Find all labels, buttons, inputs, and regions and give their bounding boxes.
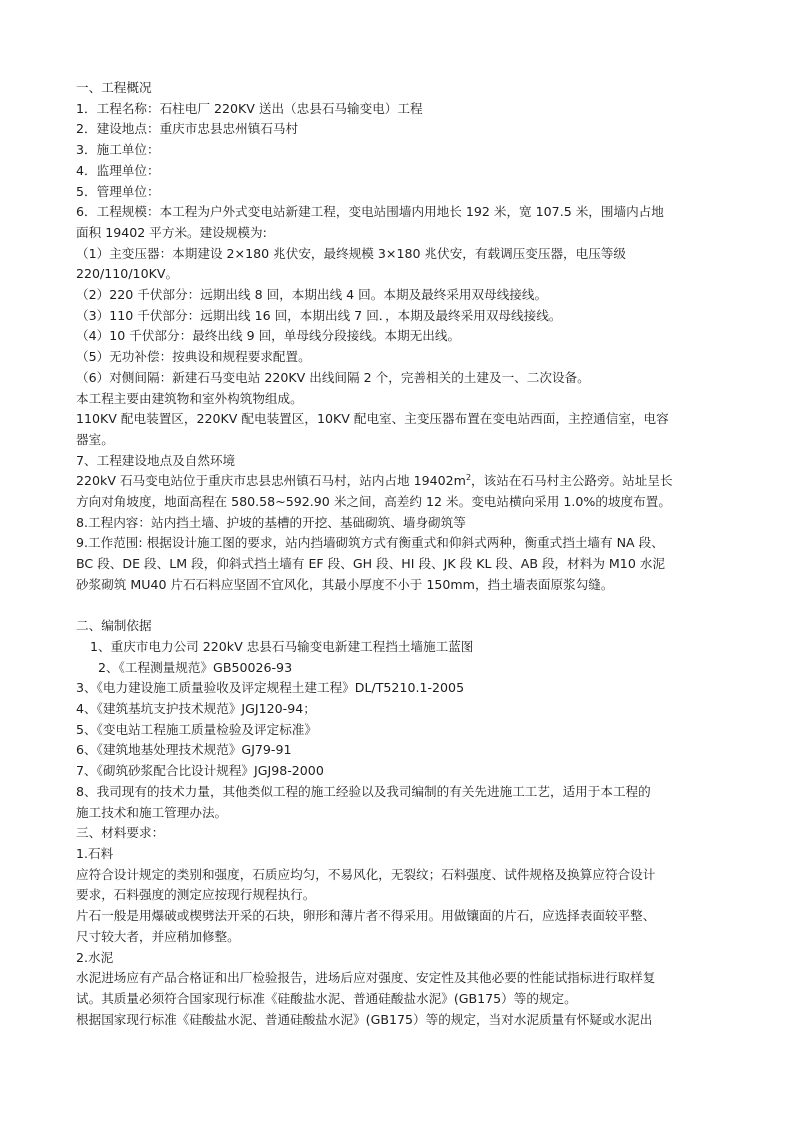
basis-item: 4、《建筑基坑支护技术规范》JGJ120-94； [76, 701, 316, 717]
cement-paragraph: 根据国家现行标准《硅酸盐水泥、普通硅酸盐水泥》(GB175）等的规定，当对水泥质量有怀疑或水泥出 [76, 1011, 653, 1027]
scale-item-opposite-bay: （6）对侧间隔：新建石马变电站 220KV 出线间隔 2 个，完善相关的土建及一、二次设备。 [76, 369, 590, 385]
environment-text: 220kV 石马变电站位于重庆市忠县忠州镇石马村，站内占地 19402m [76, 473, 466, 489]
paragraph-gap [76, 596, 724, 617]
basis-item-cont: 施工技术和施工管理办法。 [76, 804, 228, 820]
item-management-unit: 5．管理单位： [76, 183, 160, 199]
document-page [76, 78, 724, 1030]
scale-item-reactive: （5）无功补偿：按典设和规程要求配置。 [76, 349, 311, 365]
work-content: 8.工程内容：站内挡土墙、护坡的基槽的开挖、基础砌筑、墙身砌筑等 [76, 514, 466, 530]
environment-text-cont: ，该站在石马村主公路旁。站址呈长 [471, 473, 673, 489]
section-heading-overview: 一、工程概况 [76, 80, 152, 95]
scale-item-10kv: （4）10 千伏部分：最终出线 9 回，单母线分段接线。本期无出线。 [76, 328, 461, 344]
scale-item-110kv: （3）110 千伏部分：远期出线 16 回，本期出线 7 回．，本期及最终采用双母线接线。 [76, 307, 562, 323]
section-heading-basis: 二、编制依据 [76, 618, 152, 634]
scale-item-transformer-cont: 220/110/10KV。 [76, 266, 179, 282]
basis-item: 2、《工程测量规范》GB50026-93 [98, 659, 293, 675]
basis-item: 1、重庆市电力公司 220kV 忠县石马输变电新建工程挡土墙施工蓝图 [90, 638, 474, 654]
cement-paragraph: 试。其质量必须符合国家现行标准《硅酸盐水泥、普通硅酸盐水泥》(GB175）等的规定。 [76, 990, 577, 1006]
environment-line: 方向对角坡度，地面高程在 580.58~592.90 米之间，高差约 12 米。变电站横向采用 1.0%的坡度布置。 [76, 494, 671, 510]
stone-paragraph: 要求，石料强度的测定应按现行规程执行。 [76, 887, 316, 903]
cement-paragraph: 水泥进场应有产品合格证和出厂检验报告，进场后应对强度、安定性及其他必要的性能试指标进行取样复 [76, 970, 656, 986]
superscript-two: 2 [465, 473, 472, 483]
material-heading-cement: 2.水泥 [76, 949, 114, 965]
work-scope-line: 砂浆砌筑 MU40 片石石料应坚固不宜风化，其最小厚度不小于 150mm，挡土墙表面原浆勾缝。 [76, 576, 614, 592]
stone-paragraph: 片石一般是用爆破或楔劈法开采的石块，卵形和薄片者不得采用。用做镶面的片石，应选择表面较平整、 [76, 908, 656, 924]
stone-paragraph: 应符合设计规定的类别和强度，石质应均匀，不易风化，无裂纹；石料强度、试件规格及换算应符合设计 [76, 866, 656, 882]
item-project-name: 1．工程名称：石柱电厂 220KV 送出（忠县石马输变电）工程 [76, 100, 423, 116]
material-heading-stone: 1.石料 [76, 846, 114, 861]
scale-item-transformer: （1）主变压器：本期建设 2×180 兆伏安，最终规模 3×180 兆伏安，有载调压变压器，电压等级 [76, 245, 627, 261]
basis-item: 8、我司现有的技术力量，其他类似工程的施工经验以及我司编制的有关先进施工工艺，适用于本工程的 [76, 783, 651, 799]
project-scale-line: 面积 19402 平方米。建设规模为: [76, 224, 267, 240]
project-scale-line: 6．工程规模：本工程为户外式变电站新建工程，变电站围墙内用地长 192 米，宽 107.5 米，围墙内占地 [76, 204, 664, 220]
main-composition: 本工程主要由建筑物和室外构筑物组成。 [76, 390, 303, 406]
work-scope-line: 9.工作范围: 根据设计施工图的要求，站内挡墙砌筑方式有衡重式和仰斜式两种，衡重式挡土墙有 NA 段、 [76, 535, 664, 551]
scale-item-220kv: （2）220 千伏部分：远期出线 8 回，本期出线 4 回。本期及最终采用双母线接线。 [76, 287, 548, 303]
item-construction-unit: 3．施工单位： [76, 142, 160, 158]
basis-item: 7、《砌筑砂浆配合比设计规程》JGJ98-2000 [76, 763, 324, 779]
section-heading-materials: 三、材料要求： [76, 825, 165, 841]
item-supervision-unit: 4．监理单位： [76, 162, 160, 178]
layout-description: 110KV 配电装置区，220KV 配电装置区，10KV 配电室、主变压器布置在变电站西面，主控通信室，电容 [76, 411, 669, 427]
work-scope-line: BC 段、DE 段、LM 段，仰斜式挡土墙有 EF 段、GH 段、HI 段、JK 段 KL 段、AB 段，材料为 M10 水泥 [76, 556, 666, 572]
stone-paragraph: 尺寸较大者，并应稍加修整。 [76, 928, 240, 944]
environment-line [76, 471, 724, 492]
basis-item: 6、《建筑地基处理技术规范》GJ79-91 [76, 742, 292, 758]
item-site-location: 2．建设地点：重庆市忠县忠州镇石马村 [76, 121, 299, 137]
environment-heading: 7、工程建设地点及自然环境 [76, 452, 236, 468]
basis-item: 5、《变电站工程施工质量检验及评定标准》 [76, 721, 317, 737]
basis-item: 3、《电力建设施工质量验收及评定规程土建工程》DL/T5210.1-2005 [76, 680, 465, 696]
layout-description-cont: 器室。 [76, 431, 114, 447]
